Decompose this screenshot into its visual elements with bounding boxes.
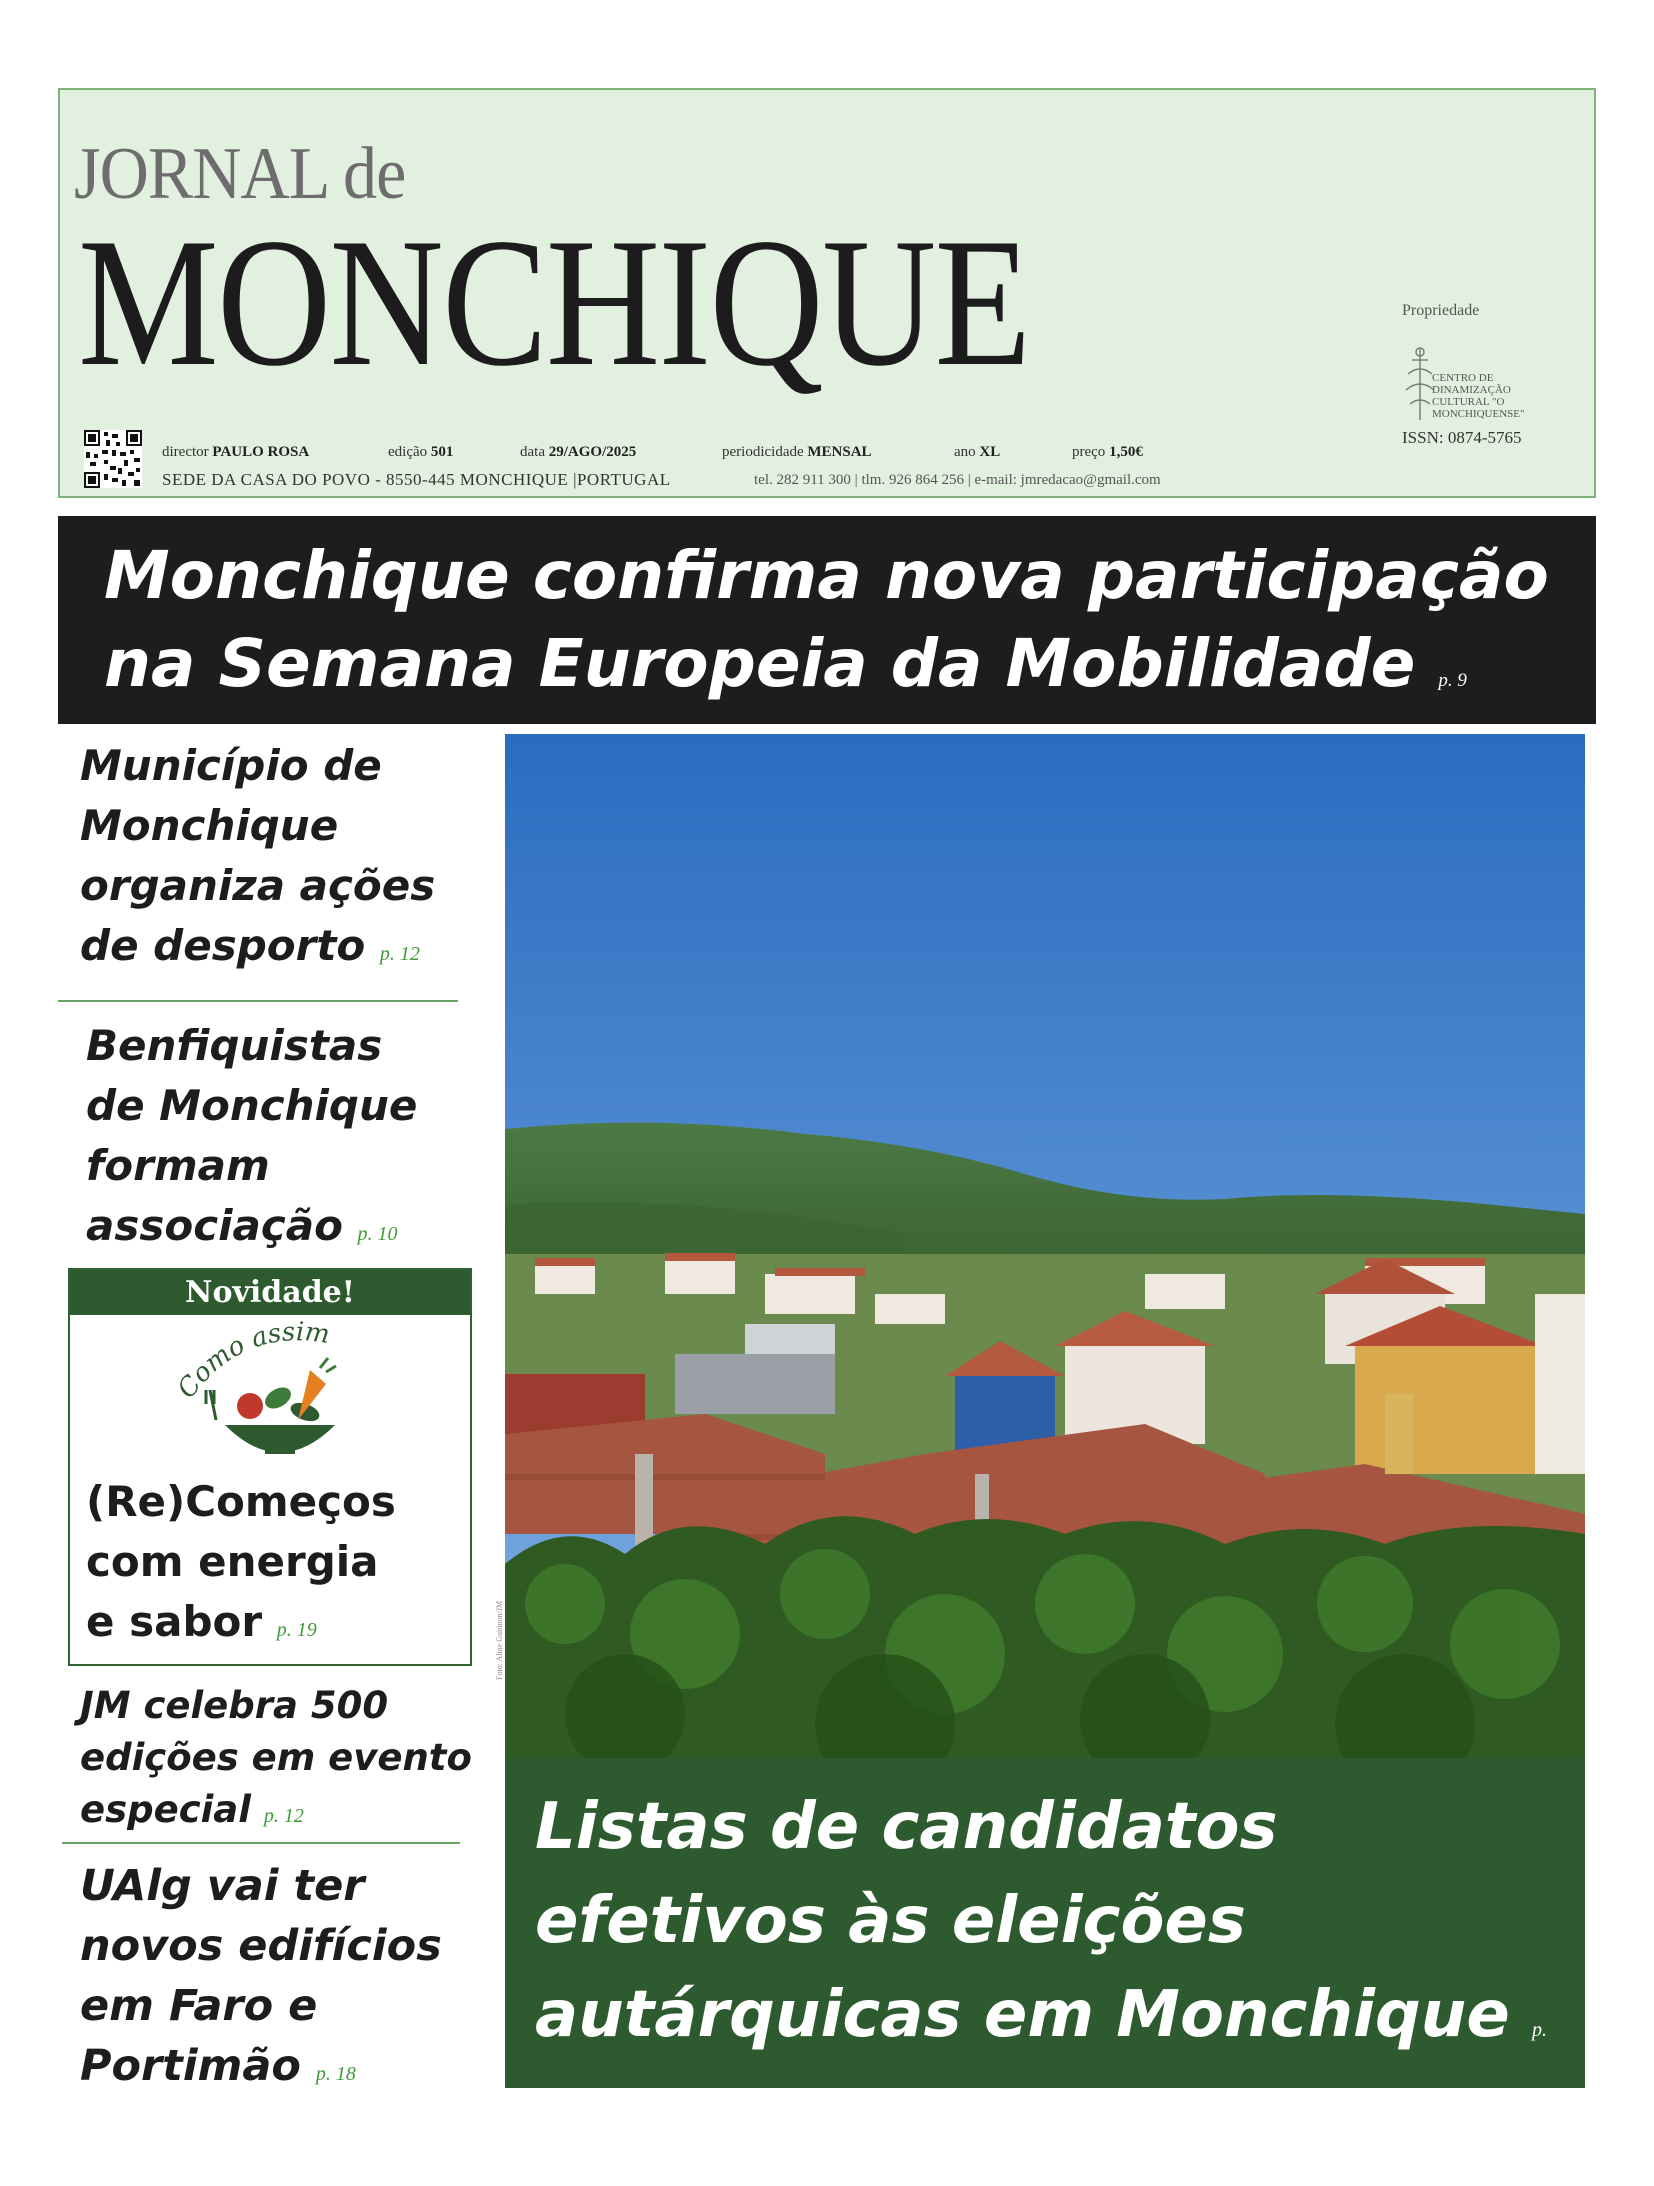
- director-info: director PAULO ROSA: [162, 444, 310, 460]
- data-info: data 29/AGO/2025: [520, 444, 637, 460]
- periodicidade-info: periodicidade MENSAL: [722, 444, 872, 460]
- candidates-headline: Listas de candidatos efetivos às eleições autárquicas em Monchique p. 11: [535, 1790, 1547, 2150]
- page-ref: p. 9: [1438, 670, 1467, 691]
- page-ref: p. 12: [263, 1805, 304, 1827]
- main-headline-line2: na Semana Europeia da Mobilidade p. 9: [104, 625, 1467, 702]
- divider: [62, 1842, 460, 1844]
- masthead-title-small: JORNAL de: [74, 133, 406, 215]
- vegetable-bowl-icon: [170, 1320, 390, 1470]
- candidates-headline-box[interactable]: [505, 1758, 1585, 2150]
- divider: [58, 1000, 458, 1002]
- novidade-box[interactable]: [68, 1268, 472, 1666]
- qr-code-icon[interactable]: [84, 430, 142, 488]
- page-ref: p. 18: [315, 2063, 356, 2085]
- main-headline: [104, 532, 1584, 725]
- edicao-info: edição 501: [388, 444, 454, 460]
- novidade-banner: Novidade!: [70, 1270, 470, 1315]
- address: SEDE DA CASA DO POVO - 8550-445 MONCHIQUE |PORTUGAL: [162, 470, 671, 489]
- story-recomecos: (Re)Começos com energia e sabor p. 19: [86, 1477, 396, 1646]
- contact-info: tel. 282 911 300 | tlm. 926 864 256 | e-mail: jmredacao@gmail.com: [754, 472, 1161, 488]
- masthead: [58, 88, 1596, 498]
- story-municipio-desporto[interactable]: Município de Monchique organiza ações de desporto p. 12: [80, 741, 436, 970]
- photo-credit: Foto: Aline Guitinon/JM: [495, 1600, 504, 1680]
- page-ref: p. 11: [535, 2019, 1547, 2150]
- page-ref: p. 19: [276, 1619, 317, 1641]
- masthead-title: MONCHIQUE: [78, 200, 1030, 404]
- preco-info: preço 1,50€: [1072, 444, 1143, 460]
- story-jm-500[interactable]: JM celebra 500 edições em evento especial p. 12: [80, 1684, 472, 1831]
- story-benfiquistas[interactable]: Benfiquistas de Monchique formam associação p. 10: [86, 1021, 418, 1250]
- como-assim-logo-text: Como assim: [171, 1320, 332, 1405]
- issn: ISSN: 0874-5765: [1402, 428, 1522, 447]
- main-headline-box[interactable]: [58, 516, 1596, 724]
- propriedade-label: Propriedade: [1402, 302, 1480, 319]
- ano-info: ano XL: [954, 444, 1001, 460]
- page-ref: p. 12: [379, 943, 420, 965]
- page-ref: p. 10: [357, 1223, 398, 1245]
- owner-logo-text: CENTRO DE DINAMIZAÇÃO CULTURAL "O MONCHIQUENSE": [1432, 372, 1525, 420]
- monchique-town-photo[interactable]: [505, 734, 1585, 1758]
- story-ualg[interactable]: UAlg vai ter novos edifícios em Faro e Portimão p. 18: [80, 1861, 442, 2091]
- main-headline-line1: Monchique confirma nova participação: [104, 537, 1549, 614]
